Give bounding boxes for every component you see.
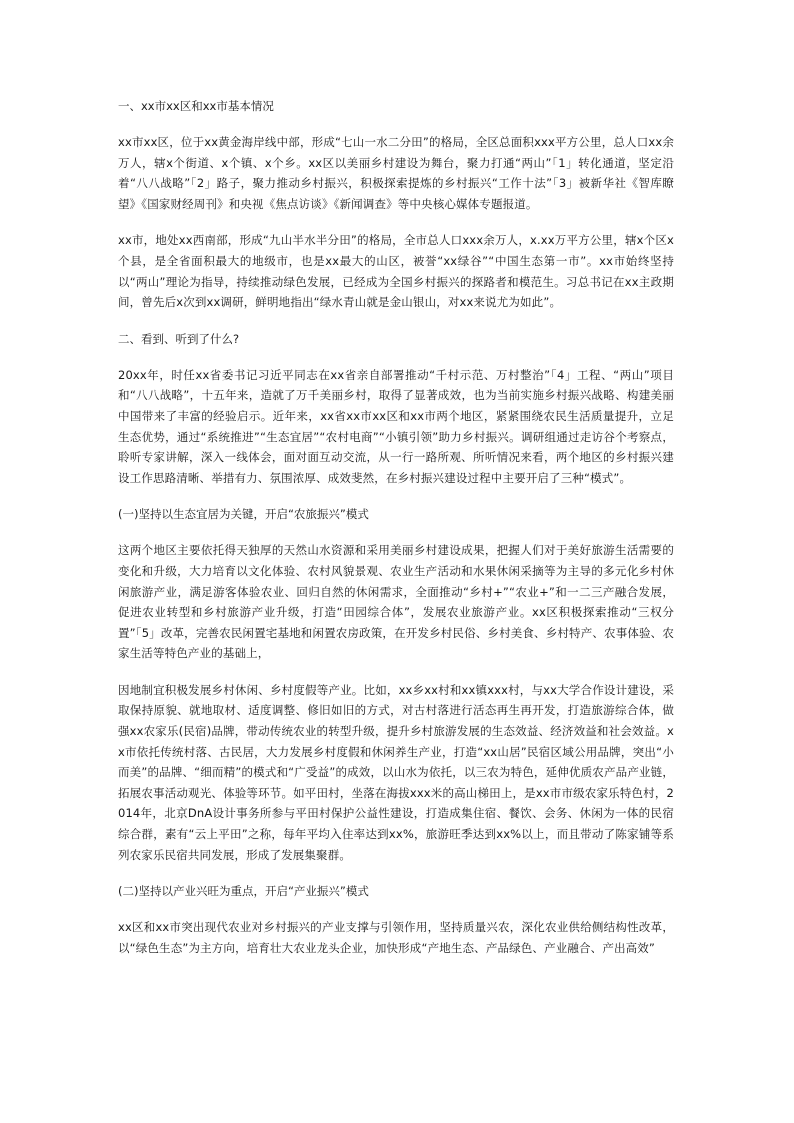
section-heading-1: 一、xx市xx区和xx市基本情况 — [118, 99, 274, 113]
paragraph-leisure-industry: 因地制宜积极发展乡村休闲、乡村度假等产业。比如，xx乡xx村和xx镇xxx村，与xx大学合作设计建设，采取保持原貌、就地取材、适度调整、修旧如旧的方式，对古村落进行活态再生再开发，打造旅游综合体，做强xx农家乐(民宿)品牌，带动传统农业的转型升级，提升乡村旅游发展的生态效益、经济效益和社会效益。xx市依托传统村落、古民居，大力发展乡村度假和休闲养生产业，打造“xx山居”民宿区域公用品牌，突出“小而美”的品牌、“细而精”的模式和“广受益”的成效，以山水为依托，以三农为特色，延伸优质农产品产业链，拓展农事活动观光、体验等环节。如平田村，坐落在海拔xxx米的高山梯田上，是xx市市级农家乐特色村，2014年，北京DnA设计事务所参与平田村保护公益性建设，打造成集住宿、餐饮、会务、休闲为一体的民宿综合群，素有“云上平田”之称，每年平均入住率达到xx%，旅游旺季达到xx%以上，而且带动了陈家铺等系列农家乐民宿共同发展，形成了发展集聚群。 — [118, 682, 674, 862]
subsection-heading-1: (一)坚持以生态宜居为关键，开启“农旅振兴”模式 — [118, 507, 369, 522]
subsection-heading-2: (二)坚持以产业兴旺为重点，开启“产业振兴”模式 — [118, 884, 369, 899]
paragraph-observations: 20xx年，时任xx省委书记习近平同志在xx省亲自部署推动“千村示范、万村整治”「4」工程、“两山”项目和“八八战略”，十五年来，造就了万千美丽乡村，取得了显著成效，也为当前实施乡村振兴战略、构建美丽中国带来了丰富的经验启示。近年来，xx省xx市xx区和xx市两个地区，紧紧围绕农民生活质量提升，立足生态优势，通过“系统推进”“生态宜居”“农村电商”“小镇引领”助力乡村振兴。调研组通过走访谷个考察点，聆听专家讲解，深入一线体会，面对面互动交流，从一行一路所观、所听情况来看，两个地区的乡村振兴建设工作思路清晰、举措有力、氛围浓厚、成效斐然，在乡村振兴建设过程中主要开启了三种“模式”。 — [118, 367, 674, 485]
paragraph-city-overview: xx市，地处xx西南部，形成“九山半水半分田”的格局，全市总人口xxx余万人，x.xx万平方公里，辖x个区x个县，是全省面积最大的地级市，也是xx最大的山区，被誉“xx绿谷”“中国生态第一市”。xx市始终坚持以“两山”理论为指导，持续推动绿色发展，已经成为全国乡村振兴的探路者和模范生。习总书记在xx主政期间，曾先后x次到xx调研，鲜明地指出“绿水青山就是金山银山，对xx来说尤为如此”。 — [118, 233, 674, 310]
section-heading-2: 二、看到、听到了什么? — [118, 331, 240, 346]
paragraph-industry-revitalization: xx区和xx市突出现代农业对乡村振兴的产业支撑与引领作用，坚持质量兴农，深化农业供给侧结构性改革，以“绿色生态”为主方向，培育壮大农业龙头企业，加快形成“产地生态、产品绿色、产业融合、产出高效” — [118, 920, 674, 955]
paragraph-agritourism: 这两个地区主要依托得天独厚的天然山水资源和采用美丽乡村建设成果，把握人们对于美好旅游生活需要的变化和升级，大力培育以文化体验、农村风貌景观、农业生产活动和水果休闲采摘等为主导的多元化乡村休闲旅游产业，满足游客体验农业、回归自然的休闲需求，全面推动“乡村+”“农业+”和一二三产融合发展，促进农业转型和乡村旅游产业升级，打造“田园综合体”，发展农业旅游产业。xx区积极探索推动“三权分置”「5」改革，完善农民闲置宅基地和闲置农房政策，在开发乡村民俗、乡村美食、乡村特产、农事体验、农家生活等特色产业的基础上， — [118, 543, 674, 661]
paragraph-district-overview: xx市xx区，位于xx黄金海岸线中部，形成“七山一水二分田”的格局，全区总面积xxx平方公里，总人口xx余万人，辖x个街道、x个镇、x个乡。xx区以美丽乡村建设为舞台，聚力打通“两山”「1」转化通道，坚定沿着“八八战略”「2」路子，聚力推动乡村振兴，积极探索提炼的乡村振兴“工作十法”「3」被新华社《智库瞭望》《国家财经周刊》和央视《焦点访谈》《新闻调查》等中央核心媒体专题报道。 — [118, 135, 674, 211]
document-page — [118, 96, 674, 958]
